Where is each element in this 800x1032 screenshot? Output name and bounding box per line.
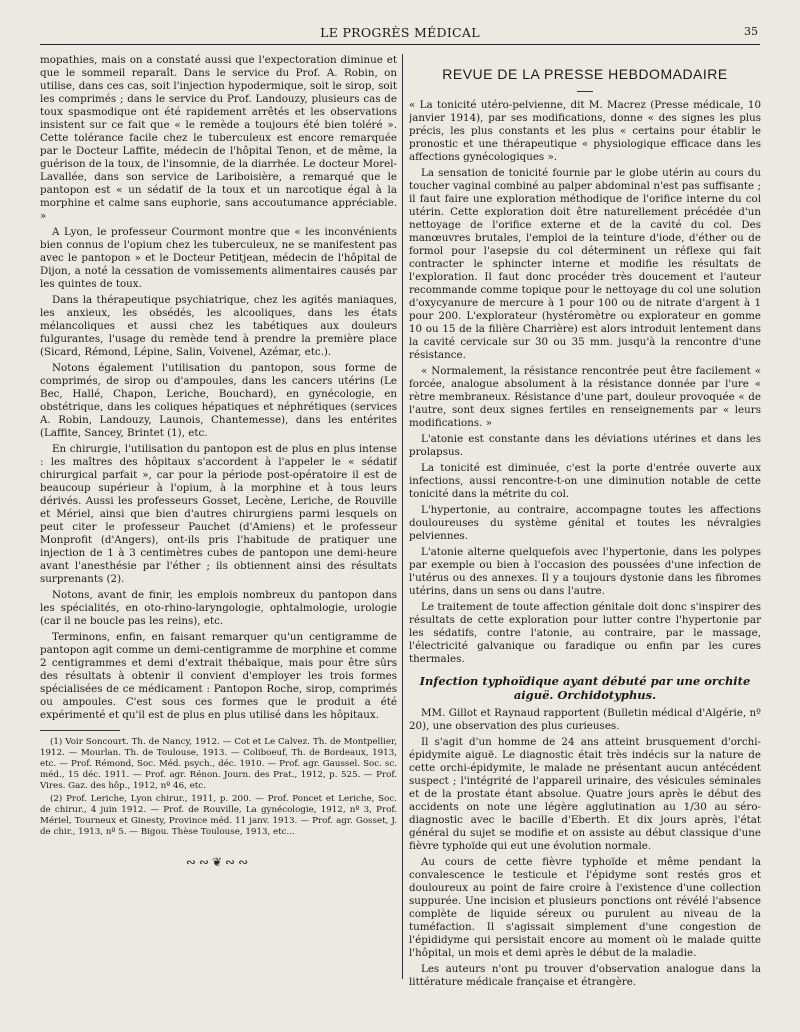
body-paragraph: Au cours de cette fièvre typhoïde et même pendant la convalescence le testicule et l'épidyme sont restés gros et douloureux au point de faire croire à l'existence d'une collection suppurée. Une incision et plusieurs ponctions ont révélé l'absence complète de liquide séreux ou purulent au niveau de la tuméfaction. Il s'agissait simplement d'une congestion de l'épididyme qui persistait encore au moment où le malade quitte l'hôpital, un mois et demi après le début de la maladie. [409, 856, 761, 959]
body-paragraph: « Normalement, la résistance rencontrée peut être facilement « forcée, analogue absolument à la résistance donnée par l'ure « rètre membraneux. Résistance d'une part, douleur provoquée « de l'autre, sont deux signes fertiles en renseignements par « leurs modifications. » [409, 365, 761, 429]
footnote: (1) Voir Soncourt. Th. de Nancy, 1912. — Cot et Le Calvez. Th. de Montpellier, 1912. — Mourlan. Th. de Toulouse, 1913. — Coliboeuf, Th. de Bordeaux, 1913, etc. — Prof. Rémond, Soc. Méd. psych., déc. 1910. — Prof. agr. Gaussel. Soc. sc. méd., 15 déc. 1911. — Prof. agr. Rénon. Journ. des Prat., 1912, p. 525. — Prof. Vires. Gaz. des hôp., 1912, nº 46, etc. [40, 737, 397, 791]
body-paragraph: Terminons, enfin, en faisant remarquer qu'un centigramme de pantopon agit comme un demi-centigramme de morphine et comme 2 centigrammes et demi d'extrait thébaïque, mais pour être sûrs des résultats à obtenir il convient d'employer les trois formes spécialisées de ce médicament : Pantopon Roche, sirop, comprimés ou ampoules. C'est sous ces formes que le produit a été expérimenté et qu'il est de plus en plus utilisé dans les hôpitaux. [40, 631, 397, 721]
body-paragraph: L'hypertonie, au contraire, accompagne toutes les affections douloureuses du système génital et toutes les névralgies pelviennes. [409, 504, 761, 542]
body-paragraph: L'atonie alterne quelquefois avec l'hypertonie, dans les polypes par exemple ou bien à l'occasion des poussées d'une infection de l'utérus ou des annexes. Il y a toujours dystonie dans les fibromes utérins, dans un sens ou dans l'autre. [409, 546, 761, 597]
journal-title: LE PROGRÈS MÉDICAL [320, 25, 480, 40]
section-title: REVUE DE LA PRESSE HEBDOMADAIRE [442, 66, 728, 82]
left-column [40, 54, 397, 994]
body-paragraph: Il s'agit d'un homme de 24 ans atteint brusquement d'orchi-épidymite aiguë. Le diagnostic était très indécis sur la nature de cette orchi-épidymite, le malade ne présentant aucun antécédent suspect ; l'intégrité de l'appareil urinaire, des vésicules séminales et de la prostate étant absolue. Quatre jours après le début des accidents on note une légère agglutination au 1/30 au séro-diagnostic avec le bacille d'Eberth. Et dix jours après, l'état général du sujet se modifie et on assiste au début classique d'une fièvre typhoïde qui eut une évolution normale. [409, 736, 761, 852]
page-header [40, 22, 760, 45]
body-paragraph: MM. Gillot et Raynaud rapportent (Bulletin médical d'Algérie, nº 20), une observation des plus curieuses. [409, 707, 761, 732]
right-column [409, 54, 761, 994]
ornament-flourish: ∾∾❦∾∾ [185, 855, 252, 869]
article-intro: « La tonicité utéro-pelvienne, dit M. Macrez (Presse médicale, 10 janvier 1914), par ses modifications, donne « des signes les plus précis, les plus constants et les plus « certains pour établir le pronostic et une thérapeutique « physiologique efficace dans les affections gynécologiques ». [409, 99, 761, 163]
body-paragraph: La sensation de tonicité fournie par le globe utérin au cours du toucher vaginal combiné au palper abdominal n'est pas suffisante ; il faut faire une exploration méthodique de l'orifice interne du col utérin. Cette exploration doit être naturellement précédée d'un nettoyage de l'orifice externe et de la cavité du col. Des manœuvres brutales, l'emploi de la teinture d'iode, d'éther ou de formol pour l'asepsie du col déterminent un réflexe qui fait contracter le sphincter interne et modifie les résultats de l'exploration. Il faut donc procéder très doucement et l'auteur recommande comme topique pour le nettoyage du col une solution d'oxycyanure de mercure à 1 pour 100 ou de nitrate d'argent à 1 pour 200. L'explorateur (hystéromètre ou explorateur en gomme 10 ou 15 de la filière Charrière) est alors introduit lentement dans la cavité cervicale sur 30 ou 35 mm. jusqu'à la rencontre d'une résistance. [409, 167, 761, 361]
footnote-rule [40, 730, 120, 731]
page-number: 35 [744, 25, 758, 38]
article-title: Infection typhoïdique ayant débuté par une orchite aiguë. Orchidotyphus. [419, 674, 751, 702]
body-paragraph: En chirurgie, l'utilisation du pantopon est de plus en plus intense : les maîtres des hôpitaux s'accordent à l'appeler le « sédatif chirurgical parfait », car pour la période post-opératoire il est de beaucoup supérieur à l'opium, à la morphine et à tous leurs dérivés. Aussi les professeurs Gosset, Lecène, Leriche, de Rouville et Mériel, ainsi que bien d'autres chirurgiens parmi lesquels on peut citer le professeur Pauchet (d'Amiens) et le professeur Monprofit (d'Angers), ont-ils pris l'habitude de pratiquer une injection de 1 à 3 centimètres cubes de pantopon une demi-heure avant l'anesthésie par l'éther ; ils obtiennent ainsi des résultats surprenants (2). [40, 443, 397, 585]
footnote: (2) Prof. Leriche, Lyon chirur., 1911, p. 200. — Prof. Poncet et Leriche, Soc. de chirur., 4 juin 1912. — Prof. de Rouville, La gynécologie, 1912, nº 3, Prof. Mériel, Tourneux et Ginesty, Province méd. 11 janv. 1913. — Prof. agr. Gosset, J. de chir., 1913, nº 5. — Bigou. Thèse Toulouse, 1913, etc... [40, 794, 397, 837]
body-paragraph: A Lyon, le professeur Courmont montre que « les inconvénients bien connus de l'opium chez les tuberculeux, ne se manifestent pas avec le pantopon » et le Docteur Petitjean, médecin de l'hôpital de Dijon, a noté la cessation de vomissements alimentaires causés par les quintes de toux. [40, 226, 397, 290]
body-paragraph: Les auteurs n'ont pu trouver d'observation analogue dans la littérature médicale française et étrangère. [409, 963, 761, 988]
body-paragraph: Dans la thérapeutique psychiatrique, chez les agités maniaques, les anxieux, les obsédés, les alcooliques, dans les états mélancoliques et aussi chez les tabétiques aux douleurs fulgurantes, l'usage du remède tend à prendre la première place (Sicard, Rémond, Lépine, Salin, Voivenel, Azémar, etc.). [40, 294, 397, 358]
title-dash [409, 85, 761, 93]
body-paragraph: L'atonie est constante dans les déviations utérines et dans les prolapsus. [409, 433, 761, 458]
body-paragraph: Le traitement de toute affection génitale doit donc s'inspirer des résultats de cette exploration pour lutter contre l'hypertonie par les sédatifs, contre l'atonie, au contraire, par le massage, l'électricité galvanique ou faradique ou enfin par les cures thermales. [409, 601, 761, 665]
footnotes [40, 737, 397, 838]
body-paragraph: Notons, avant de finir, les emplois nombreux du pantopon dans les spécialités, en oto-rhino-laryngologie, ophtalmologie, urologie (car il ne boucle pas les reins), etc. [40, 589, 397, 627]
body-paragraph: mopathies, mais on a constaté aussi que l'expectoration diminue et que le sommeil reparaît. Dans le service du Prof. A. Robin, on utilise, dans ces cas, soit l'injection hypodermique, soit le sirop, soit les comprimés ; dans le service du Prof. Landouzy, plusieurs cas de toux spasmodique ont été rapidement arrêtés et les observations insistent sur ce fait que « le remède a toujours été bien toléré ». Cette tolérance facile chez le tuberculeux est encore remarquée par le Docteur Laffite, médecin de l'hôpital Tenon, et de même, la guérison de la toux, de l'insomnie, de la diarrhée. Le docteur Morel-Lavallée, dans son service de Lariboisière, a remarqué que le pantopon est « un sédatif de la toux et un narcotique égal à la morphine et calme sans euphorie, sans accoutumance appréciable. » [40, 54, 397, 222]
body-paragraph: La tonicité est diminuée, c'est la porte d'entrée ouverte aux infections, aussi rencontre-t-on une diminution notable de cette tonicité dans la métrite du col. [409, 462, 761, 500]
body-paragraph: Notons également l'utilisation du pantopon, sous forme de comprimés, de sirop ou d'ampoules, dans les cancers utérins (Le Bec, Hallé, Chapon, Leriche, Bouchard), en gynécologie, en obstétrique, dans les coliques hépatiques et néphrétiques (services A. Robin, Landouzy, Launois, Chantemesse), dans les entérites (Laffite, Sancey, Brintet (1), etc. [40, 362, 397, 439]
column-divider [402, 54, 403, 979]
